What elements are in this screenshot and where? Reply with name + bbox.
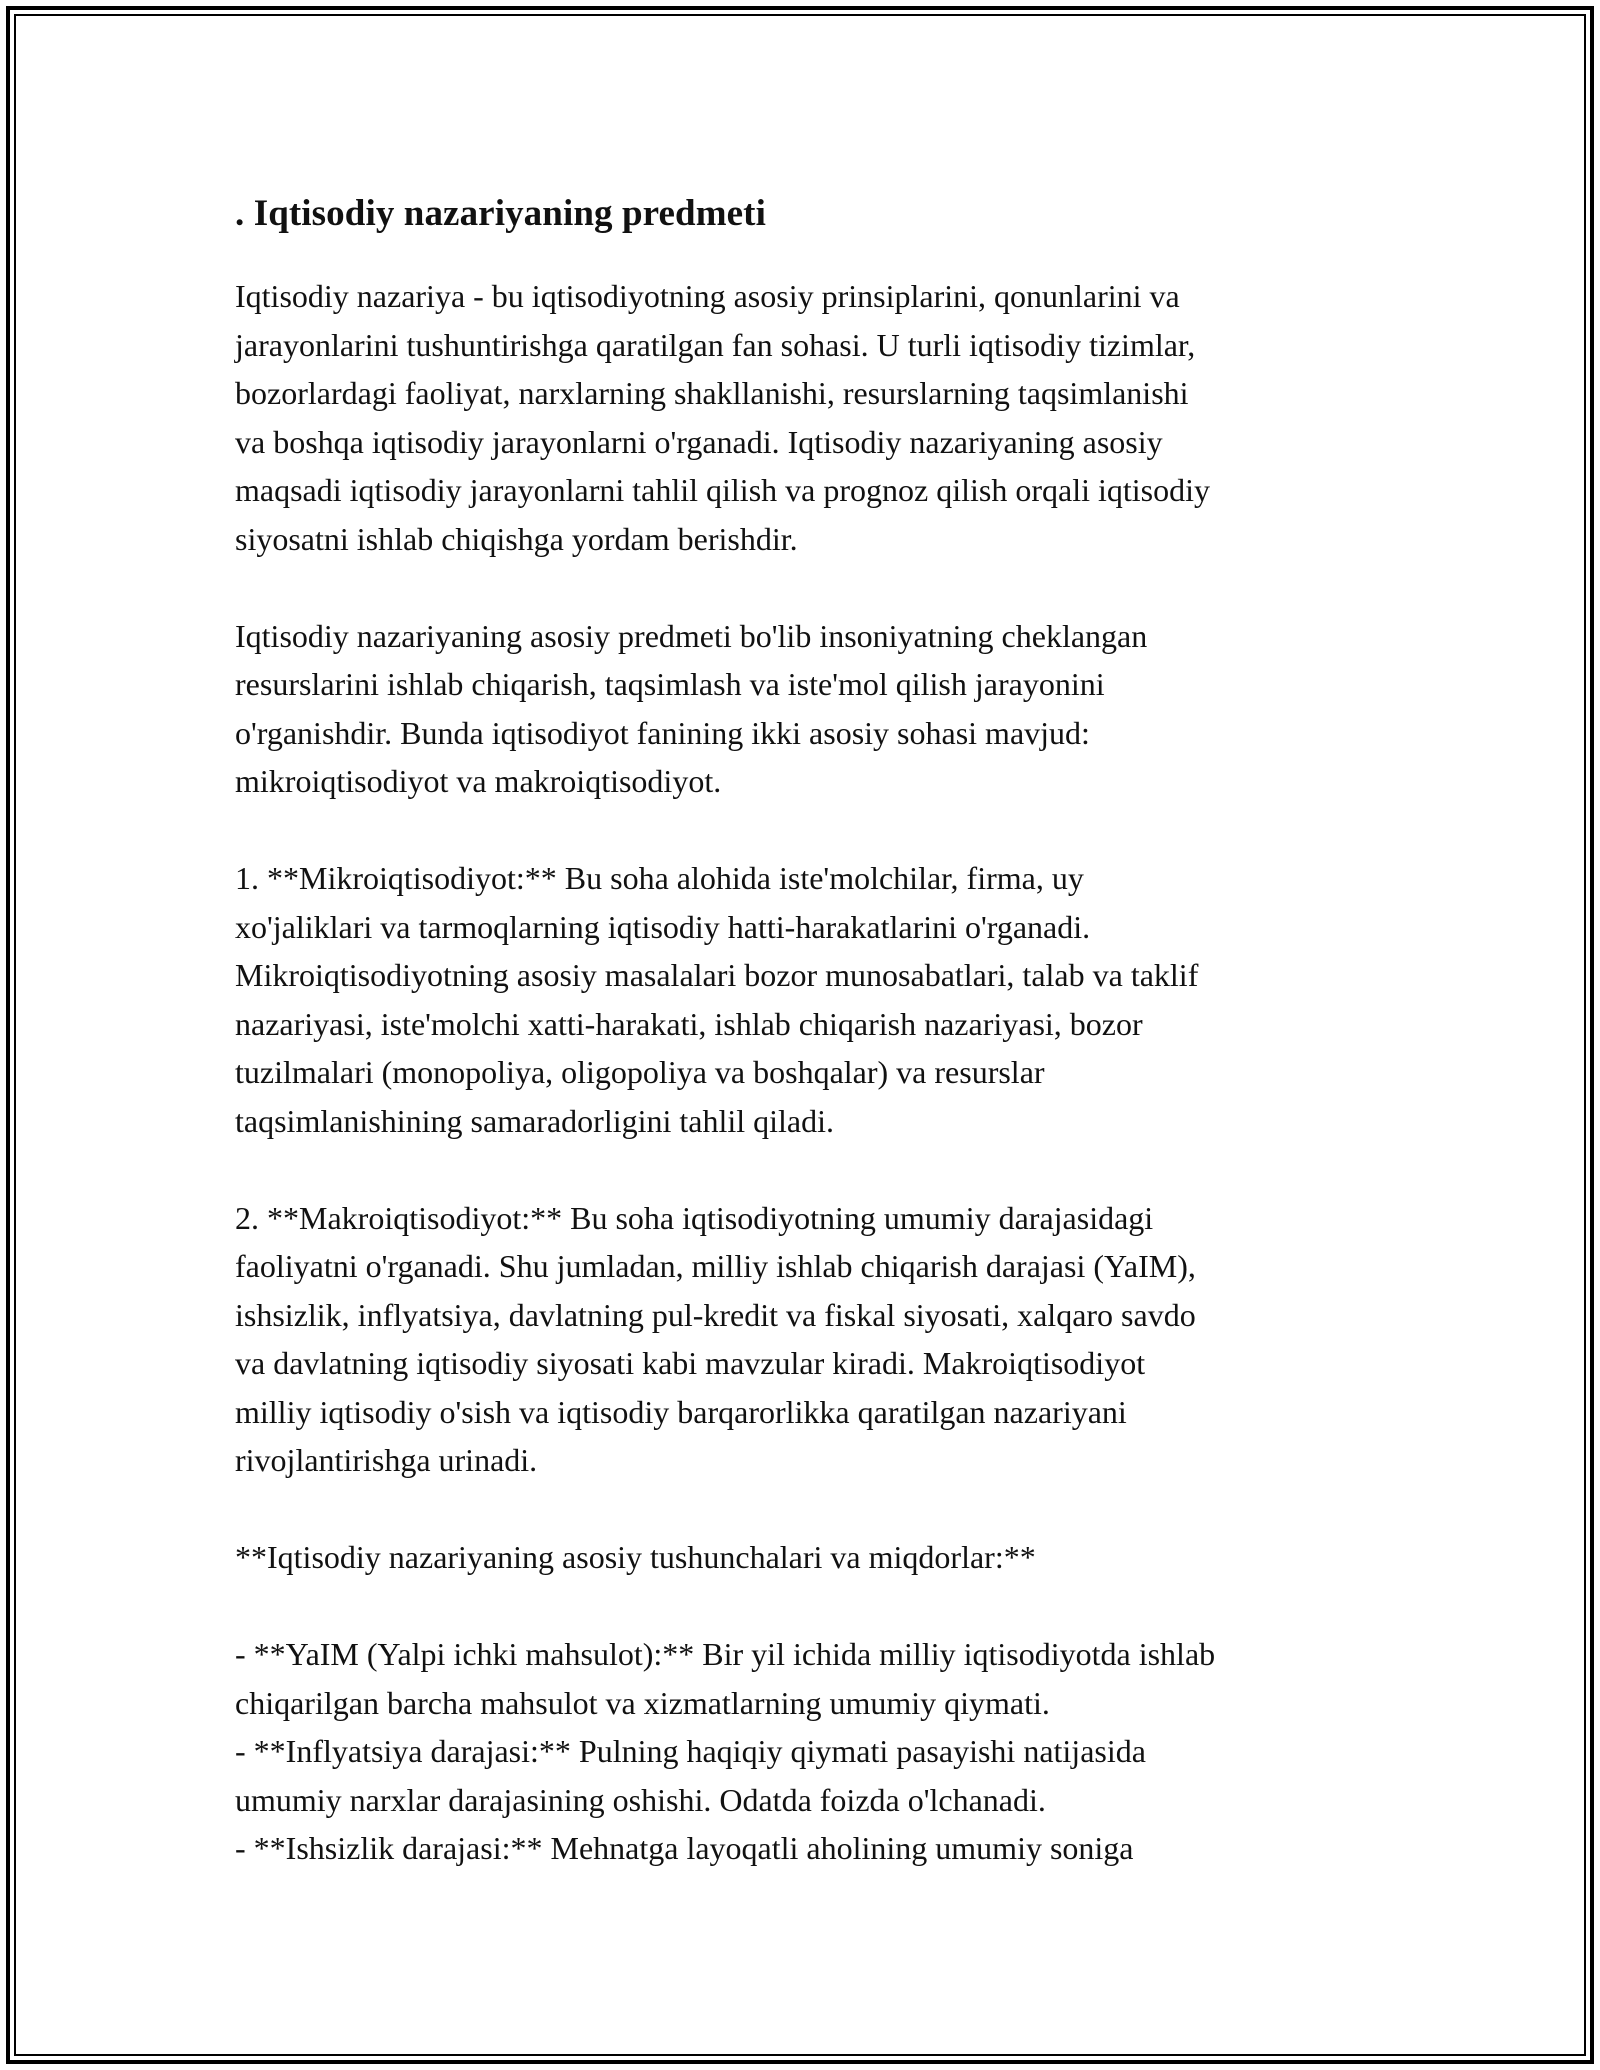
list-item: - **Ishsizlik darajasi:** Mehnatga layoqatli aholining umumiy soniga (235, 1830, 1134, 1866)
paragraph-macroeconomics: 2. **Makroiqtisodiyot:** Bu soha iqtisodiyotning umumiy darajasidagi faoliyatni o'rganadi. Shu jumladan, milliy ishlab chiqarish darajasi (YaIM), ishsizlik, inflyatsiya, davlatning pul-kredit va fiskal siyosati, xalqaro savdo va davlatning iqtisodiy siyosati kabi mavzular kiradi. Makroiqtisodiyot milliy iqtisodiy o'sish va iqtisodiy barqarorlikka qaratilgan nazariyani rivojlantirishga urinadi. (235, 1199, 1196, 1478)
paragraph-microeconomics: 1. **Mikroiqtisodiyot:** Bu soha alohida iste'molchilar, firma, uy xo'jaliklari va tarmoqlarning iqtisodiy hatti-harakatlarini o'rganadi. Mikroiqtisodiyotning asosiy masalalari bozor munosabatlari, talab va taklif nazariyasi, iste'molchi xatti-harakati, ishlab chiqarish nazariyasi, bozor tuzilmalari (monopoliya, oligopoliya va boshqalar) va resurslar taqsimlanishining samaradorligini tahlil qiladi. (235, 860, 1199, 1139)
paragraph-intro: Iqtisodiy nazariya - bu iqtisodiyotning asosiy prinsiplarini, qonunlarini va jarayonlarini tushuntirishga qaratilgan fan sohasi. U turli iqtisodiy tizimlar, bozorlardagi faoliyat, narxlarning shakllanishi, resurslarning taqsimlanishi va boshqa iqtisodiy jarayonlarni o'rganadi. Iqtisodiy nazariyaning asosiy maqsadi iqtisodiy jarayonlarni tahlil qilish va prognoz qilish orqali iqtisodiy siyosatni ishlab chiqishga yordam berishdir. (235, 278, 1210, 557)
concepts-list (235, 1630, 1375, 1873)
document-title: . Iqtisodiy nazariyaning predmeti (235, 193, 766, 234)
paragraph-subject: Iqtisodiy nazariyaning asosiy predmeti bo'lib insoniyatning cheklangan resurslarini ishlab chiqarish, taqsimlash va iste'mol qilish jarayonini o'rganishdir. Bunda iqtisodiyot fanining ikki asosiy sohasi mavjud: mikroiqtisodiyot va makroiqtisodiyot. (235, 617, 1148, 799)
list-item: - **Inflyatsiya darajasi:** Pulning haqiqiy qiymati pasayishi natijasida umumiy narxlar darajasining oshishi. Odatda foizda o'lchanadi. (235, 1733, 1146, 1818)
document-body (235, 186, 1375, 1873)
list-item: - **YaIM (Yalpi ichki mahsulot):** Bir yil ichida milliy iqtisodiyotda ishlab chiqarilgan barcha mahsulot va xizmatlarning umumiy qiymati. (235, 1636, 1216, 1721)
paragraph-concepts-heading: **Iqtisodiy nazariyaning asosiy tushunchalari va miqdorlar:** (235, 1539, 1036, 1575)
